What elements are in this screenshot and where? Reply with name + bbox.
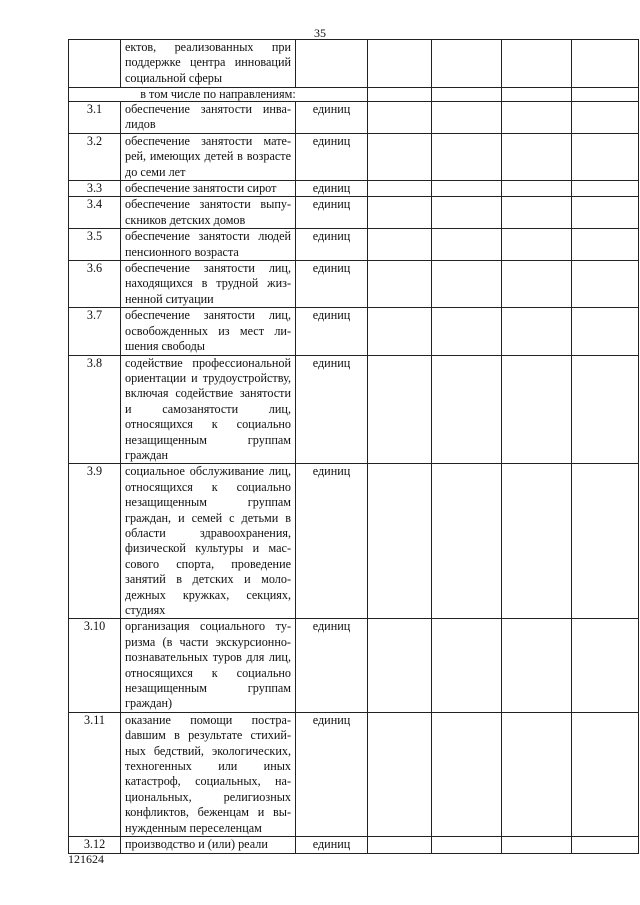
empty-cell [572,619,639,712]
empty-cell [432,229,502,261]
row-unit: единиц [296,464,368,619]
table-row [69,133,639,180]
empty-cell [572,712,639,836]
row-description: социальное обслуживание лиц, относящихся к социально незащищенным группам граждан, и семей с детьми в области здравоохранения, физической культуры и массового спорта, проведение занятий в детских и молодежных кружках, секциях, студиях [121,464,296,619]
table-row [69,464,639,619]
empty-cell [502,102,572,134]
row-description: содействие профессиональной ориентации и трудоустройству, включая содействие занятости и самозанятости лиц, относящихся к социально незащищенным группам граждан [121,355,296,464]
empty-cell [368,133,432,180]
empty-cell [502,712,572,836]
row-unit: единиц [296,229,368,261]
row-unit: единиц [296,261,368,308]
empty-cell [572,261,639,308]
empty-cell [368,261,432,308]
table-row [69,837,639,854]
subheader-text: в том числе по направлениям: [69,88,368,102]
empty-cell [572,181,639,197]
empty-cell [572,197,639,229]
empty-cell [502,229,572,261]
empty-cell [432,308,502,355]
row-description: обеспечение занятости инвалидов [121,102,296,134]
table-row [69,197,639,229]
row-unit: единиц [296,102,368,134]
row-number: 3.6 [69,261,121,308]
subheader-row [69,88,639,102]
row-number: 3.11 [69,712,121,836]
row-unit: единиц [296,133,368,180]
row-description: обеспечение занятости лиц, освобожденных из мест лишения свободы [121,308,296,355]
empty-cell [432,355,502,464]
empty-cell [432,133,502,180]
empty-cell [502,355,572,464]
row-description: обеспечение занятости матерей, имеющих детей в возрасте до семи лет [121,133,296,180]
empty-cell [572,464,639,619]
empty-cell [502,619,572,712]
empty-cell [502,197,572,229]
empty-cell [502,181,572,197]
table-row [69,712,639,836]
empty-cell [572,837,639,854]
empty-cell [432,712,502,836]
row-unit: единиц [296,181,368,197]
table-row [69,355,639,464]
empty-cell [368,181,432,197]
empty-cell [432,102,502,134]
table-row [69,102,639,134]
row-unit: единиц [296,837,368,854]
empty-cell [572,102,639,134]
empty-cell [368,619,432,712]
empty-cell [502,837,572,854]
row-description: производство и (или) реали [121,837,296,854]
continuation-text: ектов, реализованных при поддержке центра инноваций социальной сферы [121,40,296,88]
row-unit: единиц [296,308,368,355]
empty-cell [432,837,502,854]
row-unit: единиц [296,712,368,836]
row-number: 3.5 [69,229,121,261]
footer-code: 121624 [68,852,104,866]
row-number: 3.10 [69,619,121,712]
empty-cell [432,464,502,619]
empty-cell [502,464,572,619]
empty-cell [368,229,432,261]
table-row [69,181,639,197]
empty-cell [502,308,572,355]
row-number: 3.12 [69,837,121,854]
empty-cell [368,712,432,836]
row-description: обеспечение занятости выпускников детских домов [121,197,296,229]
empty-cell [368,355,432,464]
empty-cell [368,197,432,229]
row-number: 3.8 [69,355,121,464]
table-row [69,619,639,712]
continuation-row [69,40,639,88]
empty-cell [368,464,432,619]
table-row [69,308,639,355]
row-unit: единиц [296,355,368,464]
empty-cell [432,181,502,197]
row-description: обеспечение занятости лиц, находящихся в трудной жизненной ситуации [121,261,296,308]
empty-cell [432,261,502,308]
row-description: обеспечение занятости сирот [121,181,296,197]
empty-cell [572,308,639,355]
empty-cell [572,229,639,261]
empty-cell [368,837,432,854]
row-number: 3.7 [69,308,121,355]
empty-cell [368,102,432,134]
row-number: 3.3 [69,181,121,197]
indicators-table [68,39,639,854]
table-row [69,229,639,261]
page-number: 35 [314,26,326,40]
row-number: 3.4 [69,197,121,229]
row-unit: единиц [296,197,368,229]
empty-cell [572,355,639,464]
row-number: 3.1 [69,102,121,134]
row-description: обеспечение занятости людей пенсионного возраста [121,229,296,261]
empty-cell [432,197,502,229]
empty-cell [502,261,572,308]
empty-cell [368,308,432,355]
empty-cell [502,133,572,180]
row-description: оказание помощи постраdавшим в результате стихийных бедствий, экологических, техногенных или иных катастроф, социальных, национальных, религиозных конфликтов, беженцам и вынужденным переселенцам [121,712,296,836]
row-description: организация социального туризма (в части экскурсионно-познавательных туров для лиц, относящихся к социально незащищенным группам граждан) [121,619,296,712]
row-number: 3.9 [69,464,121,619]
empty-cell [572,133,639,180]
table-row [69,261,639,308]
row-unit: единиц [296,619,368,712]
row-number: 3.2 [69,133,121,180]
empty-cell [432,619,502,712]
